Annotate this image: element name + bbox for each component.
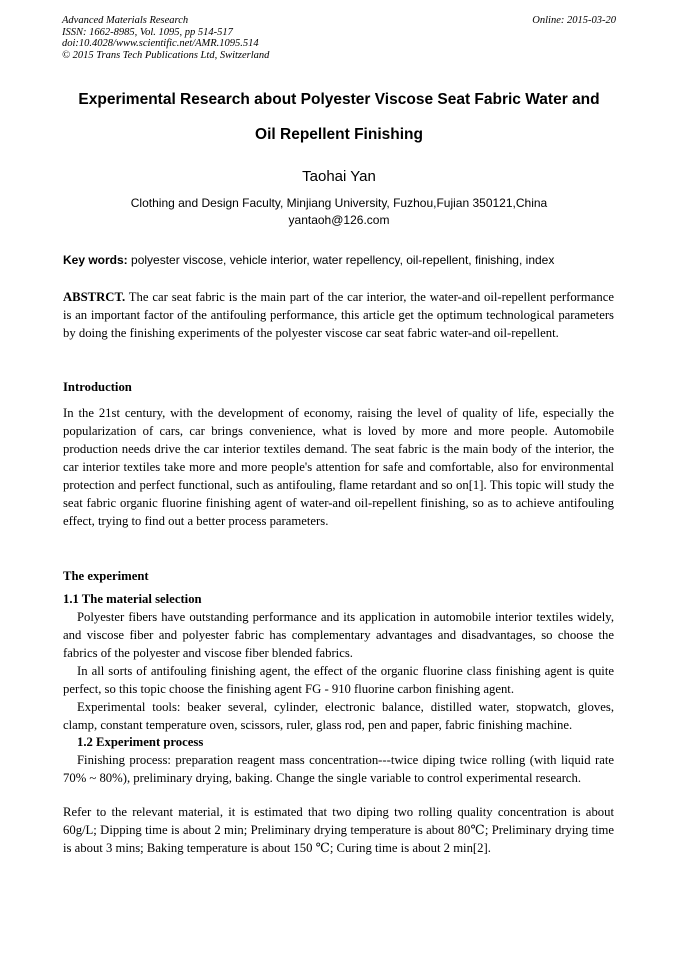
- material-selection-heading: 1.1 The material selection: [63, 592, 202, 606]
- paper-title-line-2: Oil Repellent Finishing: [255, 126, 423, 143]
- journal-name: Advanced Materials Research: [62, 15, 189, 26]
- experiment-process-heading: 1.2 Experiment process: [77, 735, 204, 749]
- journal-doi: doi:10.4028/www.scientific.net/AMR.1095.514: [62, 38, 259, 49]
- process-paragraph-2: Refer to the relevant material, it is estimated that two diping two rolling quality concentration is about 60g/L; Dipping time is about 2 min; Preliminary drying temperature is about 80℃; Preliminary drying time is about 3 mins; Baking temperature is about 150 ℃; Curing time is about 2 min[2].: [63, 805, 614, 855]
- journal-copyright: © 2015 Trans Tech Publications Ltd, Switzerland: [62, 49, 270, 61]
- material-paragraph-3: Experimental tools: beaker several, cylinder, electronic balance, distilled water, stopwatch, gloves, clamp, constant temperature oven, scissors, ruler, glass rod, pen and paper, fabric finishing machine.: [63, 700, 614, 732]
- abstract: [63, 288, 614, 342]
- keywords: [63, 253, 623, 267]
- experiment-heading: The experiment: [63, 569, 149, 583]
- introduction-paragraph: In the 21st century, with the development of economy, raising the level of quality of life, especially the popularization of cars, car brings convenience, what is loved by more and more people. Automobile production needs drive the car interior textiles demand. The seat fabric is the main body of the interior, the car interior textiles take more and more people's attention for safe and comfortable, also for environmental protection and perfect functional, such as antifouling, flame retardant and so on[1]. This topic will study the seat fabric organic fluorine finishing agent of water-and oil-repellent finishing, so as to achieve antifouling effect, trying to find out a better process parameters.: [63, 406, 614, 528]
- author-email: yantaoh@126.com: [288, 213, 390, 227]
- keywords-label: Key words:: [63, 253, 128, 267]
- online-date: Online: 2015-03-20: [532, 15, 616, 26]
- journal-header: [62, 15, 482, 61]
- keywords-text: polyester viscose, vehicle interior, water repellency, oil-repellent, finishing, index: [127, 253, 555, 267]
- material-paragraph-1: Polyester fibers have outstanding performance and its application in automobile interior textiles widely, and viscose fiber and polyester fabric has complementary advantages and disadvantages, so choose the fabrics of the polyester and viscose fiber blended fabrics.: [63, 610, 614, 660]
- journal-issn: ISSN: 1662-8985, Vol. 1095, pp 514-517: [62, 26, 233, 38]
- abstract-text: The car seat fabric is the main part of the car interior, the water-and oil-repellent performance is an important factor of the antifouling performance, this article get the optimum technological parameters by doing the finishing experiments of the polyester viscose car seat fabric water-and oil-repellent.: [63, 290, 614, 340]
- author-affiliation: Clothing and Design Faculty, Minjiang University, Fuzhou,Fujian 350121,China: [130, 196, 548, 210]
- material-paragraph-2: In all sorts of antifouling finishing agent, the effect of the organic fluorine class finishing agent is quite perfect, so this topic choose the finishing agent FG - 910 fluorine carbon finishing agent.: [63, 664, 614, 696]
- introduction-heading: Introduction: [63, 380, 132, 394]
- process-paragraph-1: Finishing process: preparation reagent mass concentration---twice diping twice rolling (with liquid rate 70% ~ 80%), preliminary drying, baking. Change the single variable to control experimental research.: [63, 753, 614, 785]
- author-name: Taohai Yan: [302, 168, 376, 185]
- abstract-label: ABSTRCT.: [63, 290, 126, 304]
- paper-title-line-1: Experimental Research about Polyester Viscose Seat Fabric Water and: [78, 91, 600, 108]
